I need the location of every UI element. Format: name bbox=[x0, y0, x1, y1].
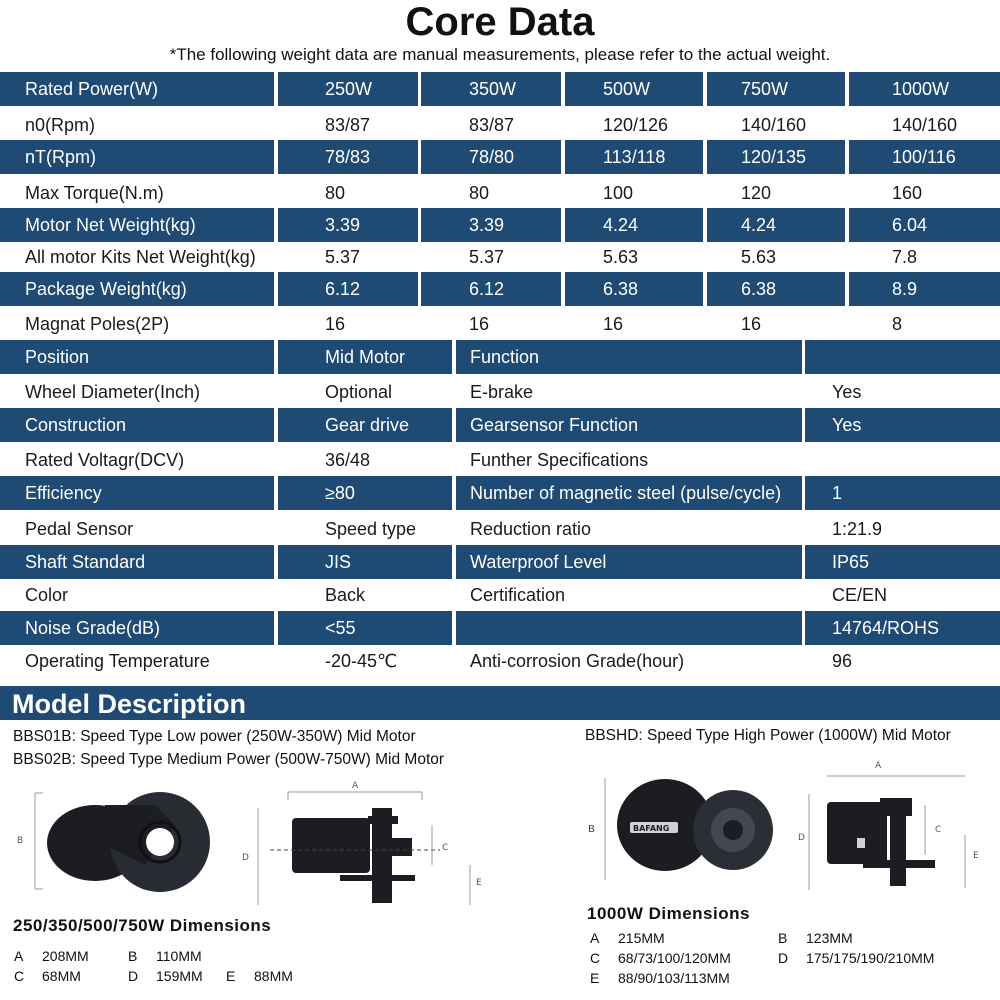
value-cell bbox=[421, 72, 561, 106]
value-cell bbox=[707, 72, 845, 106]
cell-value: 4.24 bbox=[603, 215, 639, 235]
dim-e: E 88/90/103/113MM bbox=[590, 970, 730, 986]
row-label: nT(Rpm) bbox=[25, 147, 96, 167]
cell-value: Waterproof Level bbox=[470, 552, 607, 572]
cell-value: ≥80 bbox=[325, 483, 355, 503]
value-cell bbox=[805, 644, 1000, 678]
dim-c: C 68/73/100/120MM bbox=[590, 950, 731, 966]
value-cell bbox=[278, 176, 418, 210]
row-label-cell bbox=[0, 140, 274, 174]
value-cell bbox=[456, 578, 802, 612]
cell-value: 16 bbox=[741, 314, 762, 334]
cell-value: Yes bbox=[832, 382, 862, 402]
cell-value: Gear drive bbox=[325, 415, 410, 435]
cell-value: 8 bbox=[892, 314, 903, 334]
dim-a: A 208MM bbox=[14, 948, 89, 964]
cell-value: Yes bbox=[832, 415, 862, 435]
bafang-logo: BAFANG bbox=[633, 824, 670, 833]
value-cell bbox=[707, 272, 845, 306]
cell-value: 6.38 bbox=[603, 279, 639, 299]
value-cell bbox=[278, 611, 452, 645]
cell-value: 120 bbox=[741, 183, 772, 203]
value-cell bbox=[707, 240, 845, 274]
cell-value: 5.63 bbox=[603, 247, 639, 267]
right-dimensions-title: 1000W Dimensions bbox=[587, 904, 750, 923]
value-cell bbox=[849, 307, 1000, 341]
value-cell bbox=[278, 375, 452, 409]
value-cell bbox=[278, 307, 418, 341]
table-row bbox=[0, 108, 1000, 142]
value-cell bbox=[805, 476, 1000, 510]
value-cell bbox=[456, 443, 802, 477]
value-cell bbox=[707, 307, 845, 341]
dim-c: C 68MM bbox=[14, 968, 81, 984]
dim-d: D 175/175/190/210MM bbox=[778, 950, 935, 966]
cell-value: JIS bbox=[325, 552, 352, 572]
cell-value: Funther Specifications bbox=[470, 450, 649, 470]
value-cell bbox=[456, 512, 802, 546]
model-line-bbshd: BBSHD: Speed Type High Power (1000W) Mid Motor bbox=[585, 727, 951, 744]
value-cell bbox=[456, 375, 802, 409]
cell-value: <55 bbox=[325, 618, 356, 638]
cell-value: 140/160 bbox=[892, 115, 958, 135]
value-cell bbox=[849, 240, 1000, 274]
row-label: All motor Kits Net Weight(kg) bbox=[25, 247, 256, 267]
row-label-cell bbox=[0, 340, 274, 374]
cell-value: E-brake bbox=[470, 382, 534, 402]
value-cell bbox=[421, 140, 561, 174]
cell-value: Certification bbox=[470, 585, 566, 605]
cell-value: 1:21.9 bbox=[832, 519, 883, 539]
cell-value: 6.38 bbox=[741, 279, 777, 299]
row-label: Position bbox=[25, 347, 90, 367]
cell-value: 83/87 bbox=[325, 115, 371, 135]
value-cell bbox=[849, 108, 1000, 142]
table-row bbox=[0, 272, 1000, 306]
value-cell bbox=[278, 108, 418, 142]
value-cell bbox=[805, 545, 1000, 579]
value-cell bbox=[805, 578, 1000, 612]
cell-value: Speed type bbox=[325, 519, 417, 539]
value-cell bbox=[707, 176, 845, 210]
row-label-cell bbox=[0, 611, 274, 645]
dim-a: A 215MM bbox=[590, 930, 665, 946]
cell-value: 250W bbox=[325, 79, 373, 99]
row-label: Operating Temperature bbox=[25, 651, 210, 671]
bbshd-front-view-diagram bbox=[585, 770, 790, 885]
dim-label-c: C bbox=[442, 843, 449, 853]
cell-value: Reduction ratio bbox=[470, 519, 592, 539]
table-row bbox=[0, 644, 1000, 678]
cell-value: 100 bbox=[603, 183, 634, 203]
cell-value: Mid Motor bbox=[325, 347, 406, 367]
row-label-cell bbox=[0, 240, 274, 274]
value-cell bbox=[849, 272, 1000, 306]
dim-label-a: A bbox=[352, 781, 359, 791]
row-label: Pedal Sensor bbox=[25, 519, 134, 539]
dim-label-b: B bbox=[588, 824, 595, 835]
value-cell bbox=[805, 408, 1000, 442]
cell-value: 14764/ROHS bbox=[832, 618, 940, 638]
value-cell bbox=[278, 72, 418, 106]
table-row bbox=[0, 476, 1000, 510]
left-dimensions-title: 250/350/500/750W Dimensions bbox=[13, 916, 272, 935]
row-label: Rated Power(W) bbox=[25, 79, 159, 99]
dim-label-d: D bbox=[242, 853, 249, 863]
model-line-bbs02b: BBS02B: Speed Type Medium Power (500W-750W) Mid Motor bbox=[13, 751, 445, 768]
value-cell bbox=[565, 140, 703, 174]
row-label: n0(Rpm) bbox=[25, 115, 96, 135]
cell-value: 6.12 bbox=[325, 279, 361, 299]
row-label: Magnat Poles(2P) bbox=[25, 314, 170, 334]
dim-b: B 110MM bbox=[128, 948, 202, 964]
cell-value: Back bbox=[325, 585, 366, 605]
row-label-cell bbox=[0, 208, 274, 242]
cell-value: 350W bbox=[469, 79, 517, 99]
value-cell bbox=[278, 512, 452, 546]
cell-value: 78/80 bbox=[469, 147, 515, 167]
cell-value: 4.24 bbox=[741, 215, 777, 235]
cell-value: CE/EN bbox=[832, 585, 888, 605]
cell-value: IP65 bbox=[832, 552, 870, 572]
cell-value: 113/118 bbox=[603, 147, 666, 167]
page-title: Core Data bbox=[405, 0, 595, 44]
row-label-cell bbox=[0, 578, 274, 612]
cell-value: 100/116 bbox=[892, 147, 956, 167]
table-row bbox=[0, 611, 1000, 645]
row-label: Noise Grade(dB) bbox=[25, 618, 161, 638]
row-label: Max Torque(N.m) bbox=[25, 183, 164, 203]
cell-value: Number of magnetic steel (pulse/cycle) bbox=[470, 483, 782, 503]
dim-e: E 88MM bbox=[226, 968, 293, 984]
value-cell bbox=[565, 307, 703, 341]
cell-value: 3.39 bbox=[325, 215, 361, 235]
value-cell bbox=[456, 644, 802, 678]
cell-value: 78/83 bbox=[325, 147, 371, 167]
dim-label-e: E bbox=[476, 878, 482, 888]
value-cell bbox=[565, 72, 703, 106]
table-row bbox=[0, 578, 1000, 612]
model-line-bbs01b: BBS01B: Speed Type Low power (250W-350W) Mid Motor bbox=[13, 728, 416, 745]
value-cell bbox=[278, 578, 452, 612]
row-label-cell bbox=[0, 512, 274, 546]
value-cell bbox=[278, 140, 418, 174]
value-cell bbox=[565, 240, 703, 274]
row-label-cell bbox=[0, 375, 274, 409]
bbs-front-view-diagram bbox=[15, 785, 225, 895]
row-label-cell bbox=[0, 176, 274, 210]
dim-label-a: A bbox=[875, 761, 882, 771]
value-cell bbox=[278, 476, 452, 510]
value-cell bbox=[278, 272, 418, 306]
value-cell bbox=[805, 443, 1000, 477]
value-cell bbox=[421, 240, 561, 274]
value-cell bbox=[805, 375, 1000, 409]
value-cell bbox=[278, 545, 452, 579]
value-cell bbox=[565, 108, 703, 142]
table-row bbox=[0, 375, 1000, 409]
table-row bbox=[0, 512, 1000, 546]
cell-value: 83/87 bbox=[469, 115, 515, 135]
table-row bbox=[0, 545, 1000, 579]
cell-value: Function bbox=[470, 347, 540, 367]
row-label-cell bbox=[0, 108, 274, 142]
dim-label-e: E bbox=[973, 851, 979, 861]
table-row bbox=[0, 176, 1000, 210]
value-cell bbox=[849, 176, 1000, 210]
cell-value: 1 bbox=[832, 483, 843, 503]
dim-b: B 123MM bbox=[778, 930, 853, 946]
cell-value: 8.9 bbox=[892, 279, 918, 299]
row-label-cell bbox=[0, 272, 274, 306]
row-label: Efficiency bbox=[25, 483, 102, 503]
dim-label-c: C bbox=[935, 825, 942, 835]
value-cell bbox=[849, 208, 1000, 242]
row-label: Rated Voltagr(DCV) bbox=[25, 450, 185, 470]
row-label-cell bbox=[0, 545, 274, 579]
value-cell bbox=[565, 272, 703, 306]
cell-value: 16 bbox=[603, 314, 624, 334]
value-cell bbox=[707, 140, 845, 174]
value-cell bbox=[456, 340, 802, 374]
value-cell bbox=[456, 408, 802, 442]
value-cell bbox=[565, 176, 703, 210]
cell-value: 16 bbox=[325, 314, 346, 334]
table-row bbox=[0, 140, 1000, 174]
table-row bbox=[0, 408, 1000, 442]
row-label: Color bbox=[25, 585, 69, 605]
value-cell bbox=[278, 443, 452, 477]
value-cell bbox=[421, 108, 561, 142]
cell-value: 120/126 bbox=[603, 115, 669, 135]
row-label-cell bbox=[0, 443, 274, 477]
row-label-cell bbox=[0, 307, 274, 341]
row-label-cell bbox=[0, 644, 274, 678]
cell-value: Anti-corrosion Grade(hour) bbox=[470, 651, 685, 671]
value-cell bbox=[849, 72, 1000, 106]
cell-value: 80 bbox=[469, 183, 490, 203]
cell-value: 160 bbox=[892, 183, 923, 203]
row-label: Package Weight(kg) bbox=[25, 279, 187, 299]
row-label: Construction bbox=[25, 415, 127, 435]
value-cell bbox=[421, 208, 561, 242]
value-cell bbox=[565, 208, 703, 242]
dim-label-b: B bbox=[17, 836, 24, 846]
cell-value: 6.04 bbox=[892, 215, 928, 235]
row-label-cell bbox=[0, 72, 274, 106]
value-cell bbox=[278, 408, 452, 442]
cell-value: 6.12 bbox=[469, 279, 505, 299]
cell-value: Optional bbox=[325, 382, 393, 402]
row-label: Wheel Diameter(Inch) bbox=[25, 382, 201, 402]
cell-value: -20-45℃ bbox=[325, 651, 398, 671]
cell-value: 120/135 bbox=[741, 147, 807, 167]
value-cell bbox=[849, 140, 1000, 174]
value-cell bbox=[421, 307, 561, 341]
row-label: Shaft Standard bbox=[25, 552, 146, 572]
value-cell bbox=[456, 476, 802, 510]
value-cell bbox=[278, 240, 418, 274]
value-cell bbox=[805, 340, 1000, 374]
cell-value: 7.8 bbox=[892, 247, 918, 267]
value-cell bbox=[278, 208, 418, 242]
model-description-heading: Model Description bbox=[0, 686, 1000, 720]
value-cell bbox=[456, 545, 802, 579]
value-cell bbox=[805, 611, 1000, 645]
row-label-cell bbox=[0, 408, 274, 442]
cell-value: 5.37 bbox=[325, 247, 361, 267]
value-cell bbox=[278, 644, 452, 678]
table-row bbox=[0, 208, 1000, 242]
dim-d: D 159MM bbox=[128, 968, 203, 984]
value-cell bbox=[707, 108, 845, 142]
table-row bbox=[0, 443, 1000, 477]
bbs-side-view-diagram bbox=[240, 780, 490, 910]
table-row bbox=[0, 72, 1000, 106]
table-row bbox=[0, 340, 1000, 374]
cell-value: 3.39 bbox=[469, 215, 505, 235]
value-cell bbox=[421, 176, 561, 210]
cell-value: 96 bbox=[832, 651, 853, 671]
cell-value: 36/48 bbox=[325, 450, 371, 470]
table-row bbox=[0, 240, 1000, 274]
cell-value: 1000W bbox=[892, 79, 950, 99]
cell-value: 5.63 bbox=[741, 247, 777, 267]
value-cell bbox=[456, 611, 802, 645]
cell-value: 16 bbox=[469, 314, 490, 334]
table-row bbox=[0, 307, 1000, 341]
dim-label-d: D bbox=[798, 833, 805, 843]
value-cell bbox=[421, 272, 561, 306]
row-label: Motor Net Weight(kg) bbox=[25, 215, 196, 235]
row-label-cell bbox=[0, 476, 274, 510]
cell-value: 140/160 bbox=[741, 115, 807, 135]
cell-value: 750W bbox=[741, 79, 789, 99]
value-cell bbox=[805, 512, 1000, 546]
cell-value: 5.37 bbox=[469, 247, 505, 267]
cell-value: 500W bbox=[603, 79, 651, 99]
value-cell bbox=[278, 340, 452, 374]
bbshd-side-view-diagram bbox=[795, 760, 995, 895]
page-subtitle: *The following weight data are manual measurements, please refer to the actual weight. bbox=[169, 45, 831, 64]
cell-value: Gearsensor Function bbox=[470, 415, 639, 435]
value-cell bbox=[707, 208, 845, 242]
cell-value: 80 bbox=[325, 183, 346, 203]
